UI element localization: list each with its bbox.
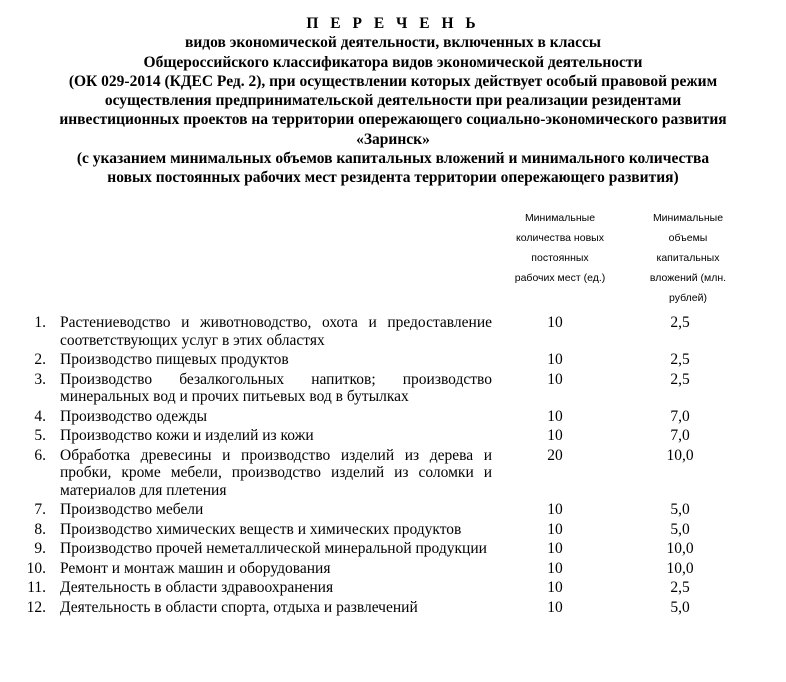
- activity-name: Производство мебели: [60, 501, 204, 518]
- jobs-value: 10: [547, 370, 563, 388]
- row-number: 10.: [26, 559, 46, 577]
- table-row: [0, 540, 786, 558]
- investment-value: 5,0: [670, 501, 690, 518]
- activity-name: Производство прочей неметаллической минеральной продукции: [60, 540, 487, 557]
- investment-value: 10,0: [666, 559, 694, 577]
- activity-name: Производство одежды: [60, 407, 208, 425]
- jobs-value: 10: [547, 598, 563, 616]
- row-number: 8.: [34, 520, 46, 538]
- activity-name: Деятельность в области здравоохранения: [60, 579, 334, 596]
- header-line: (ОК 029-2014 (КДЕС Ред. 2), при осуществлении которых действует особый правовой режим: [68, 72, 718, 90]
- column-header-line: Минимальные: [524, 212, 596, 224]
- column-header-line: Минимальные: [652, 212, 724, 224]
- investment-value: 10,0: [666, 540, 694, 557]
- jobs-value: 10: [547, 501, 563, 518]
- row-number: 4.: [34, 407, 46, 425]
- table-row: [0, 351, 786, 369]
- column-header-line: рабочих мест (ед.): [514, 272, 606, 284]
- table-row: [0, 579, 786, 597]
- jobs-value: 10: [547, 540, 563, 557]
- row-number: 1.: [34, 314, 46, 331]
- jobs-value: 10: [547, 407, 563, 425]
- row-number: 7.: [34, 501, 46, 518]
- table-row: [0, 314, 786, 349]
- column-header-line: объемы: [668, 232, 708, 244]
- header-line: видов экономической деятельности, включенных в классы: [184, 34, 602, 52]
- investment-value: 5,0: [670, 520, 690, 538]
- header-line: осуществления предпринимательской деятельности при реализации резидентами: [104, 92, 682, 110]
- investment-value: 2,5: [670, 351, 690, 368]
- activity-name: Растениеводство и животноводство, охота и предоставление соответствующих услуг в этих областях: [60, 314, 492, 349]
- table-row: [0, 408, 786, 426]
- header-line: новых постоянных рабочих мест резидента территории опережающего развития): [107, 169, 679, 187]
- column-header-investment: [630, 208, 746, 308]
- table-row: [0, 560, 786, 578]
- investment-value: 7,0: [670, 427, 690, 444]
- column-header-line: капитальных: [656, 252, 720, 264]
- table-row: [0, 447, 786, 500]
- investment-value: 2,5: [670, 370, 690, 388]
- row-number: 6.: [34, 446, 46, 464]
- activity-name: Производство пищевых продуктов: [60, 351, 289, 368]
- jobs-value: 10: [547, 520, 563, 538]
- activity-name: Обработка древесины и производство изделий из дерева и пробки, кроме мебели, производство изделий из соломки и материалов для плетения: [60, 446, 492, 499]
- table-row: [0, 599, 786, 617]
- investment-value: 2,5: [670, 314, 690, 331]
- column-header-line: рублей): [669, 292, 707, 304]
- table-row: [0, 521, 786, 539]
- investment-value: 2,5: [670, 579, 690, 596]
- header-line: (с указанием минимальных объемов капитальных вложений и минимального количества: [76, 150, 710, 168]
- row-number: 3.: [34, 370, 46, 388]
- activity-name: Производство кожи и изделий из кожи: [60, 427, 314, 444]
- document-title: П Е Р Е Ч Е Н Ь: [306, 15, 480, 32]
- activity-name: Деятельность в области спорта, отдыха и развлечений: [60, 598, 418, 616]
- investment-value: 5,0: [670, 598, 690, 616]
- header-line: «Заринск»: [356, 130, 430, 148]
- activity-name: Ремонт и монтаж машин и оборудования: [60, 559, 331, 577]
- activity-name: Производство химических веществ и химических продуктов: [60, 520, 462, 538]
- jobs-value: 10: [547, 559, 563, 577]
- jobs-value: 10: [547, 579, 563, 596]
- row-number: 9.: [34, 540, 46, 557]
- jobs-value: 10: [547, 351, 563, 368]
- column-header-line: постоянных: [531, 252, 589, 264]
- table-row: [0, 427, 786, 445]
- column-header-line: вложений (млн.: [649, 272, 727, 284]
- column-header-jobs: [490, 208, 630, 288]
- activity-name: Производство безалкогольных напитков; производство минеральных вод и прочих питьевых вод в бутылках: [60, 370, 492, 405]
- table-row: [0, 501, 786, 519]
- column-header-line: количества новых: [516, 232, 604, 244]
- jobs-value: 10: [547, 427, 563, 444]
- table-row: [0, 371, 786, 406]
- header-line: Общероссийского классификатора видов экономической деятельности: [143, 53, 643, 71]
- row-number: 11.: [27, 579, 46, 596]
- document-header: [0, 14, 786, 188]
- row-number: 5.: [34, 427, 46, 444]
- jobs-value: 20: [547, 446, 563, 464]
- jobs-value: 10: [547, 314, 563, 331]
- investment-value: 10,0: [666, 446, 694, 464]
- row-number: 12.: [26, 598, 46, 616]
- activity-table: [0, 314, 786, 618]
- row-number: 2.: [34, 351, 46, 368]
- header-line: инвестиционных проектов на территории опережающего социально-экономического развития: [59, 111, 727, 129]
- investment-value: 7,0: [670, 407, 690, 425]
